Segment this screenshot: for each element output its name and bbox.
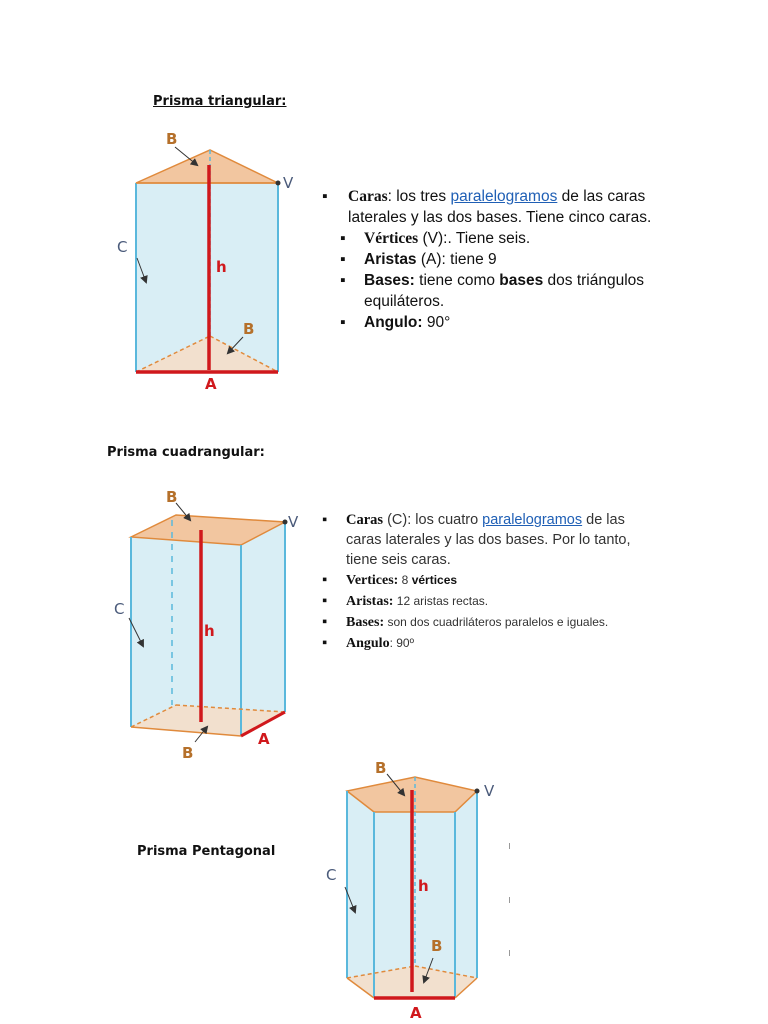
pentagonal-prism-diagram [326, 759, 495, 1022]
paralelogramos-link[interactable]: paralelogramos [450, 188, 558, 205]
aristas-text: 12 aristas rectas. [393, 594, 489, 608]
cuad-label-v: V [288, 513, 299, 531]
caras-text: : los tres [387, 188, 451, 205]
cuad-label-c: C [114, 600, 125, 618]
bullet-icon: ▪ [322, 572, 328, 588]
tri-label-a: A [205, 375, 217, 393]
cuadrangular-properties [322, 510, 662, 654]
angulo-text: : 90º [389, 636, 414, 650]
triangular-prism-diagram [117, 130, 294, 393]
cuad-label-b-bottom: B [182, 744, 194, 762]
cuad-label-h: h [204, 622, 215, 640]
bullet-icon: ▪ [322, 188, 328, 205]
aristas-term: Aristas [364, 251, 417, 268]
vertices-bold: vértices [411, 573, 458, 587]
list-item [322, 570, 662, 591]
tri-label-h: h [216, 258, 227, 276]
bullet-icon: ▪ [340, 272, 346, 289]
tri-label-v: V [283, 174, 294, 192]
penta-label-a: A [410, 1004, 422, 1022]
bases-bold: bases [499, 272, 544, 289]
divider [509, 843, 510, 849]
bullet-icon: ▪ [322, 614, 328, 630]
penta-label-c: C [326, 866, 337, 884]
caras-text-end: de las caras laterales y las dos bases. Tiene cinco caras. [348, 188, 652, 226]
bases-text: son dos cuadriláteros paralelos e iguales. [384, 615, 609, 629]
tri-label-c: C [117, 238, 128, 256]
caras-text-end: de las caras laterales y las dos bases. Por lo tanto, tiene seis caras. [346, 512, 631, 568]
caras-term: Caras [348, 188, 388, 205]
triangular-properties [322, 186, 652, 333]
angulo-term: Angulo [346, 636, 390, 651]
bullet-icon: ▪ [340, 314, 346, 331]
vertices-term: Vertices: [346, 573, 399, 588]
bullet-icon: ▪ [340, 251, 346, 268]
bullet-icon: ▪ [322, 635, 328, 651]
vertices-term: Vértices [364, 230, 419, 247]
caras-term: Caras [346, 512, 384, 528]
list-item [340, 249, 652, 270]
aristas-term: Aristas: [346, 594, 394, 609]
bullet-icon: ▪ [322, 593, 328, 609]
penta-label-v: V [484, 782, 495, 800]
paralelogramos-link[interactable]: paralelogramos [482, 512, 583, 528]
angulo-term: Angulo: [364, 314, 423, 331]
list-item [322, 612, 662, 633]
triangular-title: Prisma triangular: [153, 94, 287, 109]
list-item [322, 633, 662, 654]
divider [509, 897, 510, 903]
vertices-text: 8 [398, 573, 412, 587]
bullet-icon: ▪ [322, 512, 328, 528]
list-item [340, 228, 652, 249]
cuadrangular-title: Prisma cuadrangular: [107, 445, 265, 460]
list-item [322, 591, 662, 612]
list-item [340, 312, 652, 333]
tri-label-b-bottom: B [243, 320, 255, 338]
bases-term: Bases: [346, 615, 385, 630]
penta-label-h: h [418, 877, 429, 895]
bullet-icon: ▪ [340, 230, 346, 247]
bases-term: Bases: [364, 272, 415, 289]
vertices-text: (V):. Tiene seis. [418, 230, 531, 247]
list-item [340, 270, 652, 312]
list-item [322, 186, 652, 228]
angulo-text: 90° [422, 314, 451, 331]
cuadrangular-prism-diagram [114, 488, 299, 762]
divider [509, 950, 510, 956]
penta-label-b-bottom: B [431, 937, 443, 955]
pentagonal-title: Prisma Pentagonal [137, 844, 276, 859]
aristas-text: (A): tiene 9 [416, 251, 497, 268]
tri-label-b-top: B [166, 130, 178, 148]
cuad-label-b-top: B [166, 488, 178, 506]
list-item [322, 510, 662, 570]
caras-text: (C): los cuatro [383, 512, 483, 528]
bases-text: tiene como [414, 272, 500, 289]
penta-label-b-top: B [375, 759, 387, 777]
cuad-label-a: A [258, 730, 270, 748]
bases-text-end: dos triángulos equiláteros. [364, 272, 645, 310]
